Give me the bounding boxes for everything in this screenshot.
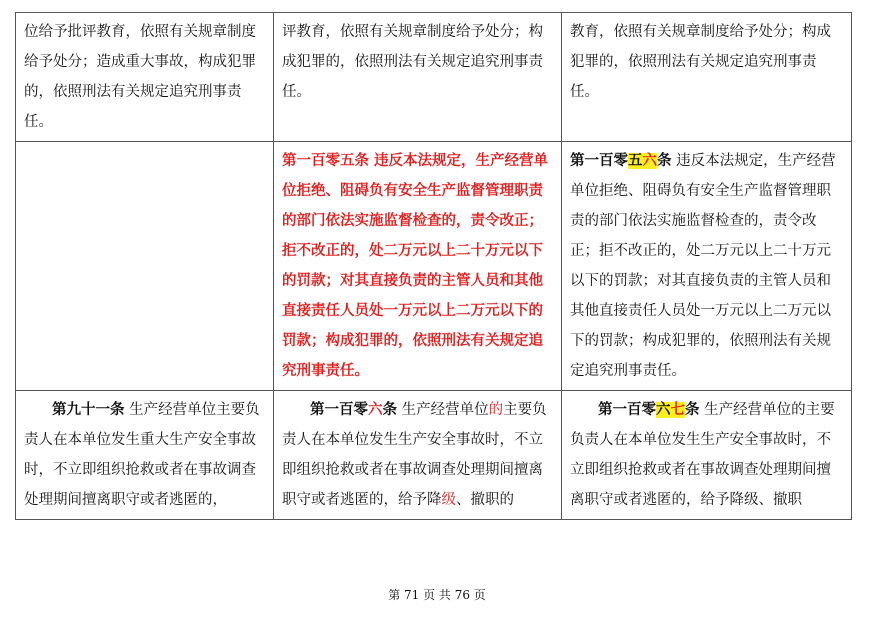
highlighted-old-number: 五 [628,153,643,169]
table-row [16,391,852,520]
cell-text: 评教育，依照有关规章制度给予处分；构成犯罪的，依照刑法有关规定追究刑事责任。 [282,24,543,100]
article-title-text: 第一百零 [310,402,368,418]
article-title: 第九十一条 [52,402,125,418]
article-number-suffix: 条 [685,402,700,418]
comparison-table [15,12,852,520]
table-row [16,13,852,142]
cell-text: 、撤职的 [456,492,514,508]
cell-text: 违反本法规定，生产经营单位拒绝、阻碍负有安全生产监督管理职责的部门依法实施监督检查的，责令改正；拒不改正的，处二万元以上二十万元以下的罚款；对其直接负责的主管人员和其他直接责任人员处一万元以上二万元以下的罚款；构成犯罪的，依照刑法有关规定追究刑事责任。 [570,153,836,379]
article-number-prefix: 第一百零 [570,153,628,169]
table-row [16,142,852,391]
cell-text: 生产经营单位主要负责人在本单位发生重大生产安全事故时，不立即组织抢救或者在事故调查处理期间擅离职守或者逃匿的， [24,402,260,508]
draft-law-cell [274,13,562,142]
old-law-cell [16,142,274,391]
page-number: 第 71 页 共 76 页 [388,588,486,602]
article-title [570,395,700,425]
old-law-cell [16,13,274,142]
cell-text: 第一百零五条 违反本法规定，生产经营单位拒绝、阻碍负有安全生产监督管理职责的部门依法实施监督检查的，责令改正；拒不改正的，处二万元以上二十万元以下的罚款；对其直接负责的主管人员和其他直接责任人员处一万元以上二万元以下的罚款；构成犯罪的，依照刑法有关规定追究刑事责任。 [282,153,549,379]
article-number-prefix: 第一百零 [598,402,656,418]
new-law-cell [562,142,852,391]
new-law-cell [562,13,852,142]
article-number-suffix: 条 [657,153,672,169]
article-title-text: 条 [382,402,397,418]
draft-law-cell [274,142,562,391]
article-title [282,395,397,425]
cell-text: 教育，依照有关规章制度给予处分；构成犯罪的，依照刑法有关规定追究刑事责任。 [570,24,831,100]
new-law-cell [562,391,852,520]
new-number: 六 [642,153,657,169]
cell-text: 生产经营单位的主要负责人在本单位发生生产安全事故时，不立即组织抢救或者在事故调查处理期间擅离职守或者逃匿的，给予降级、撤职 [570,402,835,508]
new-number: 七 [670,402,685,418]
cell-text: 生产经营单位 [397,402,489,418]
old-law-cell [16,391,274,520]
changed-char: 六 [368,402,383,418]
cell-text: 主要负责人在本单位发生生产安全事故时，不立即组织抢救或者在事故调查处理期间擅离职守或者逃匿的，给予降 [282,402,547,508]
cell-text: 位给予批评教育，依照有关规章制度给予处分；造成重大事故，构成犯罪的，依照刑法有关规定追究刑事责任。 [24,24,256,130]
highlighted-old-number: 六 [656,402,671,418]
draft-law-cell [274,391,562,520]
changed-char: 级 [441,492,456,508]
changed-char: 的 [488,402,504,418]
